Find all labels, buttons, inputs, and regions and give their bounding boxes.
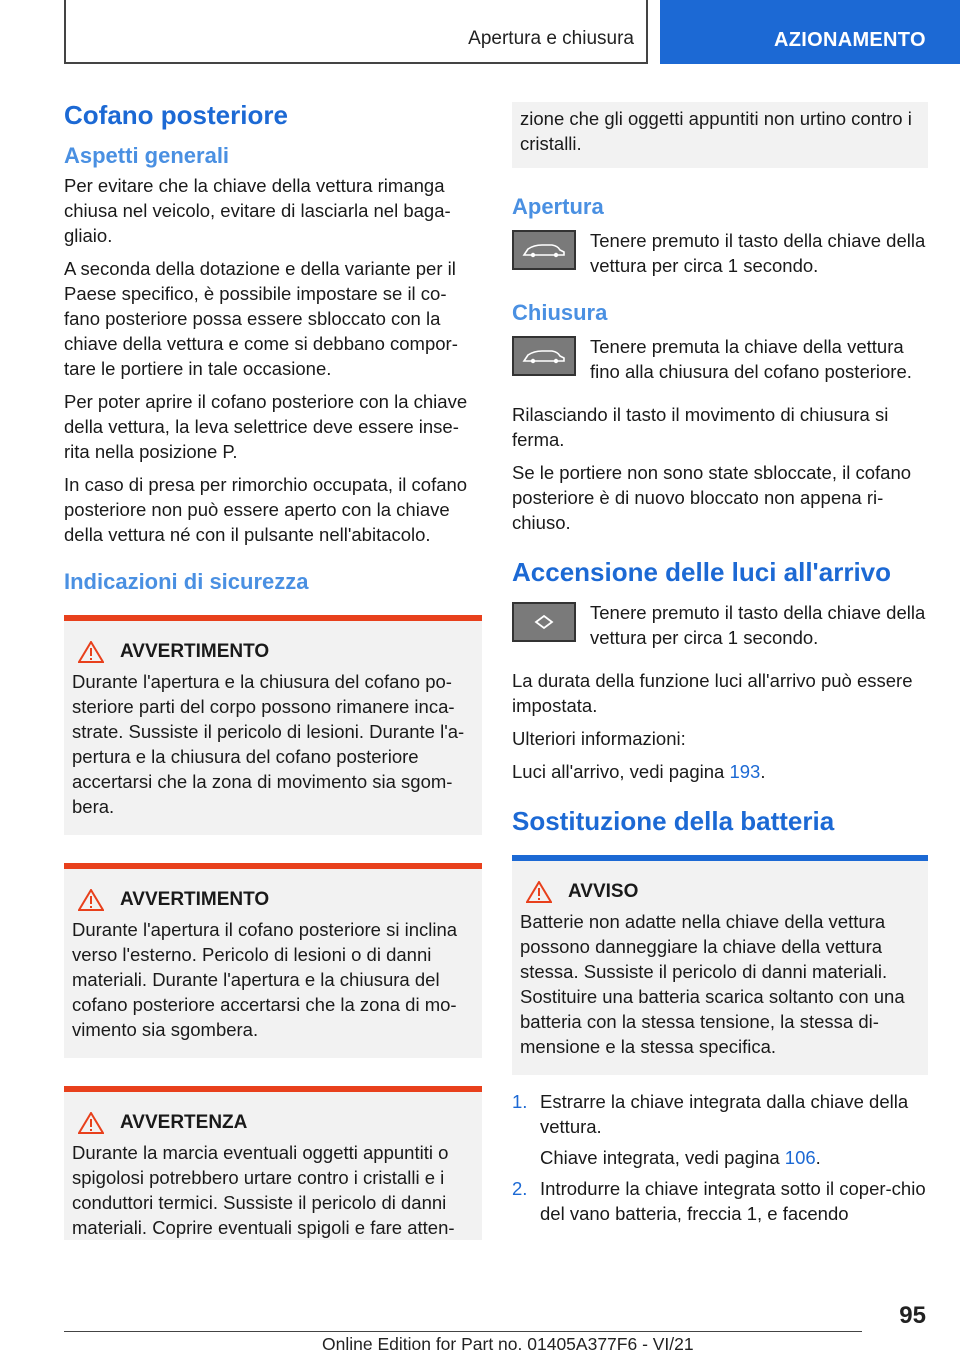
step-number: 1. <box>512 1091 528 1112</box>
general-paragraph: Per poter aprire il cofano posteriore con la chiave della vettura, la leva selettrice deve essere inse-rita nella posizione P. <box>64 391 468 462</box>
warning-text: Durante l'apertura il cofano posteriore si inclina verso l'esterno. Pericolo di lesioni o di danni materiali. Durante l'apertura e la chiusura del cofano posteriore accertarsi che la zona di mo-vimento sia sgombera. <box>72 919 458 1040</box>
warning-title-text: AVVERTIMENTO <box>120 889 270 910</box>
footer-edition: Online Edition for Part no. 01405A377F6 - VI/21 <box>322 1334 694 1354</box>
page-link-193[interactable]: 193 <box>729 761 761 782</box>
general-paragraph: Per evitare che la chiave della vettura rimanga chiusa nel veicolo, evitare di lasciarla nel baga-gliaio. <box>64 175 451 246</box>
closing-heading: Chiusura <box>512 300 608 325</box>
header-chapter-tab <box>660 0 960 64</box>
warning-triangle-icon <box>78 1112 104 1134</box>
lights-heading: Accensione delle luci all'arrivo <box>512 557 892 587</box>
warning-title <box>72 869 474 911</box>
section-title: Cofano posteriore <box>64 100 288 130</box>
warning-triangle-icon <box>526 881 552 903</box>
left-column <box>64 100 482 1268</box>
step-text: Estrarre la chiave integrata dalla chiave della vettura. <box>540 1091 909 1137</box>
step-text: Introdurre la chiave integrata sotto il coper-chio del vano batteria, freccia 1, e facendo <box>540 1178 926 1224</box>
warning-text: Durante la marcia eventuali oggetti appuntiti o spigolosi potrebbero urtare contro i cristalli e i conduttori termici. Sussiste il pericolo di danni materiali. Coprire eventuali spigoli e fare atten- <box>72 1142 455 1238</box>
lights-instruction <box>512 600 928 650</box>
lights-paragraph: Ulteriori informazioni: <box>512 728 686 749</box>
warning-continuation-text: zione che gli oggetti appuntiti non urtino contro i cristalli. <box>520 108 912 154</box>
notice-title-text: AVVISO <box>568 881 639 902</box>
list-item <box>512 1089 928 1170</box>
opening-heading: Apertura <box>512 194 604 219</box>
closing-text: Tenere premuta la chiave della vettura fino alla chiusura del cofano posteriore. <box>590 336 912 382</box>
step-reference <box>540 1145 928 1170</box>
battery-steps <box>512 1089 928 1226</box>
warning-box <box>64 615 482 835</box>
step-reference-end: . <box>815 1147 821 1168</box>
page-link-106[interactable]: 106 <box>784 1147 816 1168</box>
closing-instruction <box>512 334 928 384</box>
header-chapter-title: AZIONAMENTO <box>774 29 926 51</box>
notice-box <box>512 855 928 1075</box>
step-reference-text: Chiave integrata, vedi pagina <box>540 1147 785 1168</box>
closing-paragraph: Se le portiere non sono state sbloccate, il cofano posteriore è di nuovo bloccato non appena ri-chiuso. <box>512 462 912 533</box>
general-heading: Aspetti generali <box>64 143 230 168</box>
header-section <box>64 0 648 64</box>
lights-text: Tenere premuto il tasto della chiave della vettura per circa 1 secondo. <box>590 602 926 648</box>
opening-text: Tenere premuto il tasto della chiave della vettura per circa 1 secondo. <box>590 230 926 276</box>
tailgate-button-icon <box>512 230 576 270</box>
header-section-title: Apertura e chiusura <box>468 28 634 49</box>
footer-divider <box>64 1331 862 1332</box>
general-paragraph: A seconda della dotazione e della variante per il Paese specifico, è possibile impostare se il co-fano posteriore possa essere sbloccato con la chiave della vettura e come si debbano compor-tare le portiere in tale occasione. <box>64 258 458 379</box>
warning-title-text: AVVERTENZA <box>120 1112 248 1133</box>
notice-title <box>520 861 920 903</box>
lights-reference-end: . <box>760 761 766 782</box>
warning-title <box>72 621 474 663</box>
warning-triangle-icon <box>78 641 104 663</box>
warning-box <box>64 1086 482 1240</box>
warning-triangle-icon <box>78 889 104 911</box>
tailgate-button-icon <box>512 336 576 376</box>
lights-reference <box>512 759 928 784</box>
warning-text: Durante l'apertura e la chiusura del cofano po-steriore parti del corpo possono rimanere inca-strate. Sussiste il pericolo di lesioni. Durante l'a-pertura e la chiusura del cofano posteriore accertarsi che la zona di movimento sia sgom-bera. <box>72 671 465 817</box>
light-button-icon <box>512 602 576 642</box>
warning-box <box>64 863 482 1058</box>
safety-heading: Indicazioni di sicurezza <box>64 569 309 594</box>
list-item <box>512 1176 928 1226</box>
step-number: 2. <box>512 1178 528 1199</box>
closing-paragraph: Rilasciando il tasto il movimento di chiusura si ferma. <box>512 404 889 450</box>
notice-text: Batterie non adatte nella chiave della vettura possono danneggiare la chiave della vettura stessa. Sussiste il pericolo di danni materiali. Sostituire una batteria scarica soltanto con una batteria con la stessa tensione, la stessa di-mensione e la stessa specifica. <box>520 911 905 1057</box>
warning-title-text: AVVERTIMENTO <box>120 641 270 662</box>
opening-instruction <box>512 228 928 278</box>
warning-continuation <box>512 102 928 168</box>
lights-reference-text: Luci all'arrivo, vedi pagina <box>512 761 730 782</box>
lights-paragraph: La durata della funzione luci all'arrivo può essere impostata. <box>512 670 913 716</box>
page-number: 95 <box>899 1302 926 1329</box>
warning-title <box>72 1092 474 1134</box>
right-column <box>512 102 928 1232</box>
general-paragraph: In caso di presa per rimorchio occupata, il cofano posteriore non può essere aperto con la chiave della vettura né con il pulsante nell'abitacolo. <box>64 474 468 545</box>
battery-heading: Sostituzione della batteria <box>512 806 835 836</box>
